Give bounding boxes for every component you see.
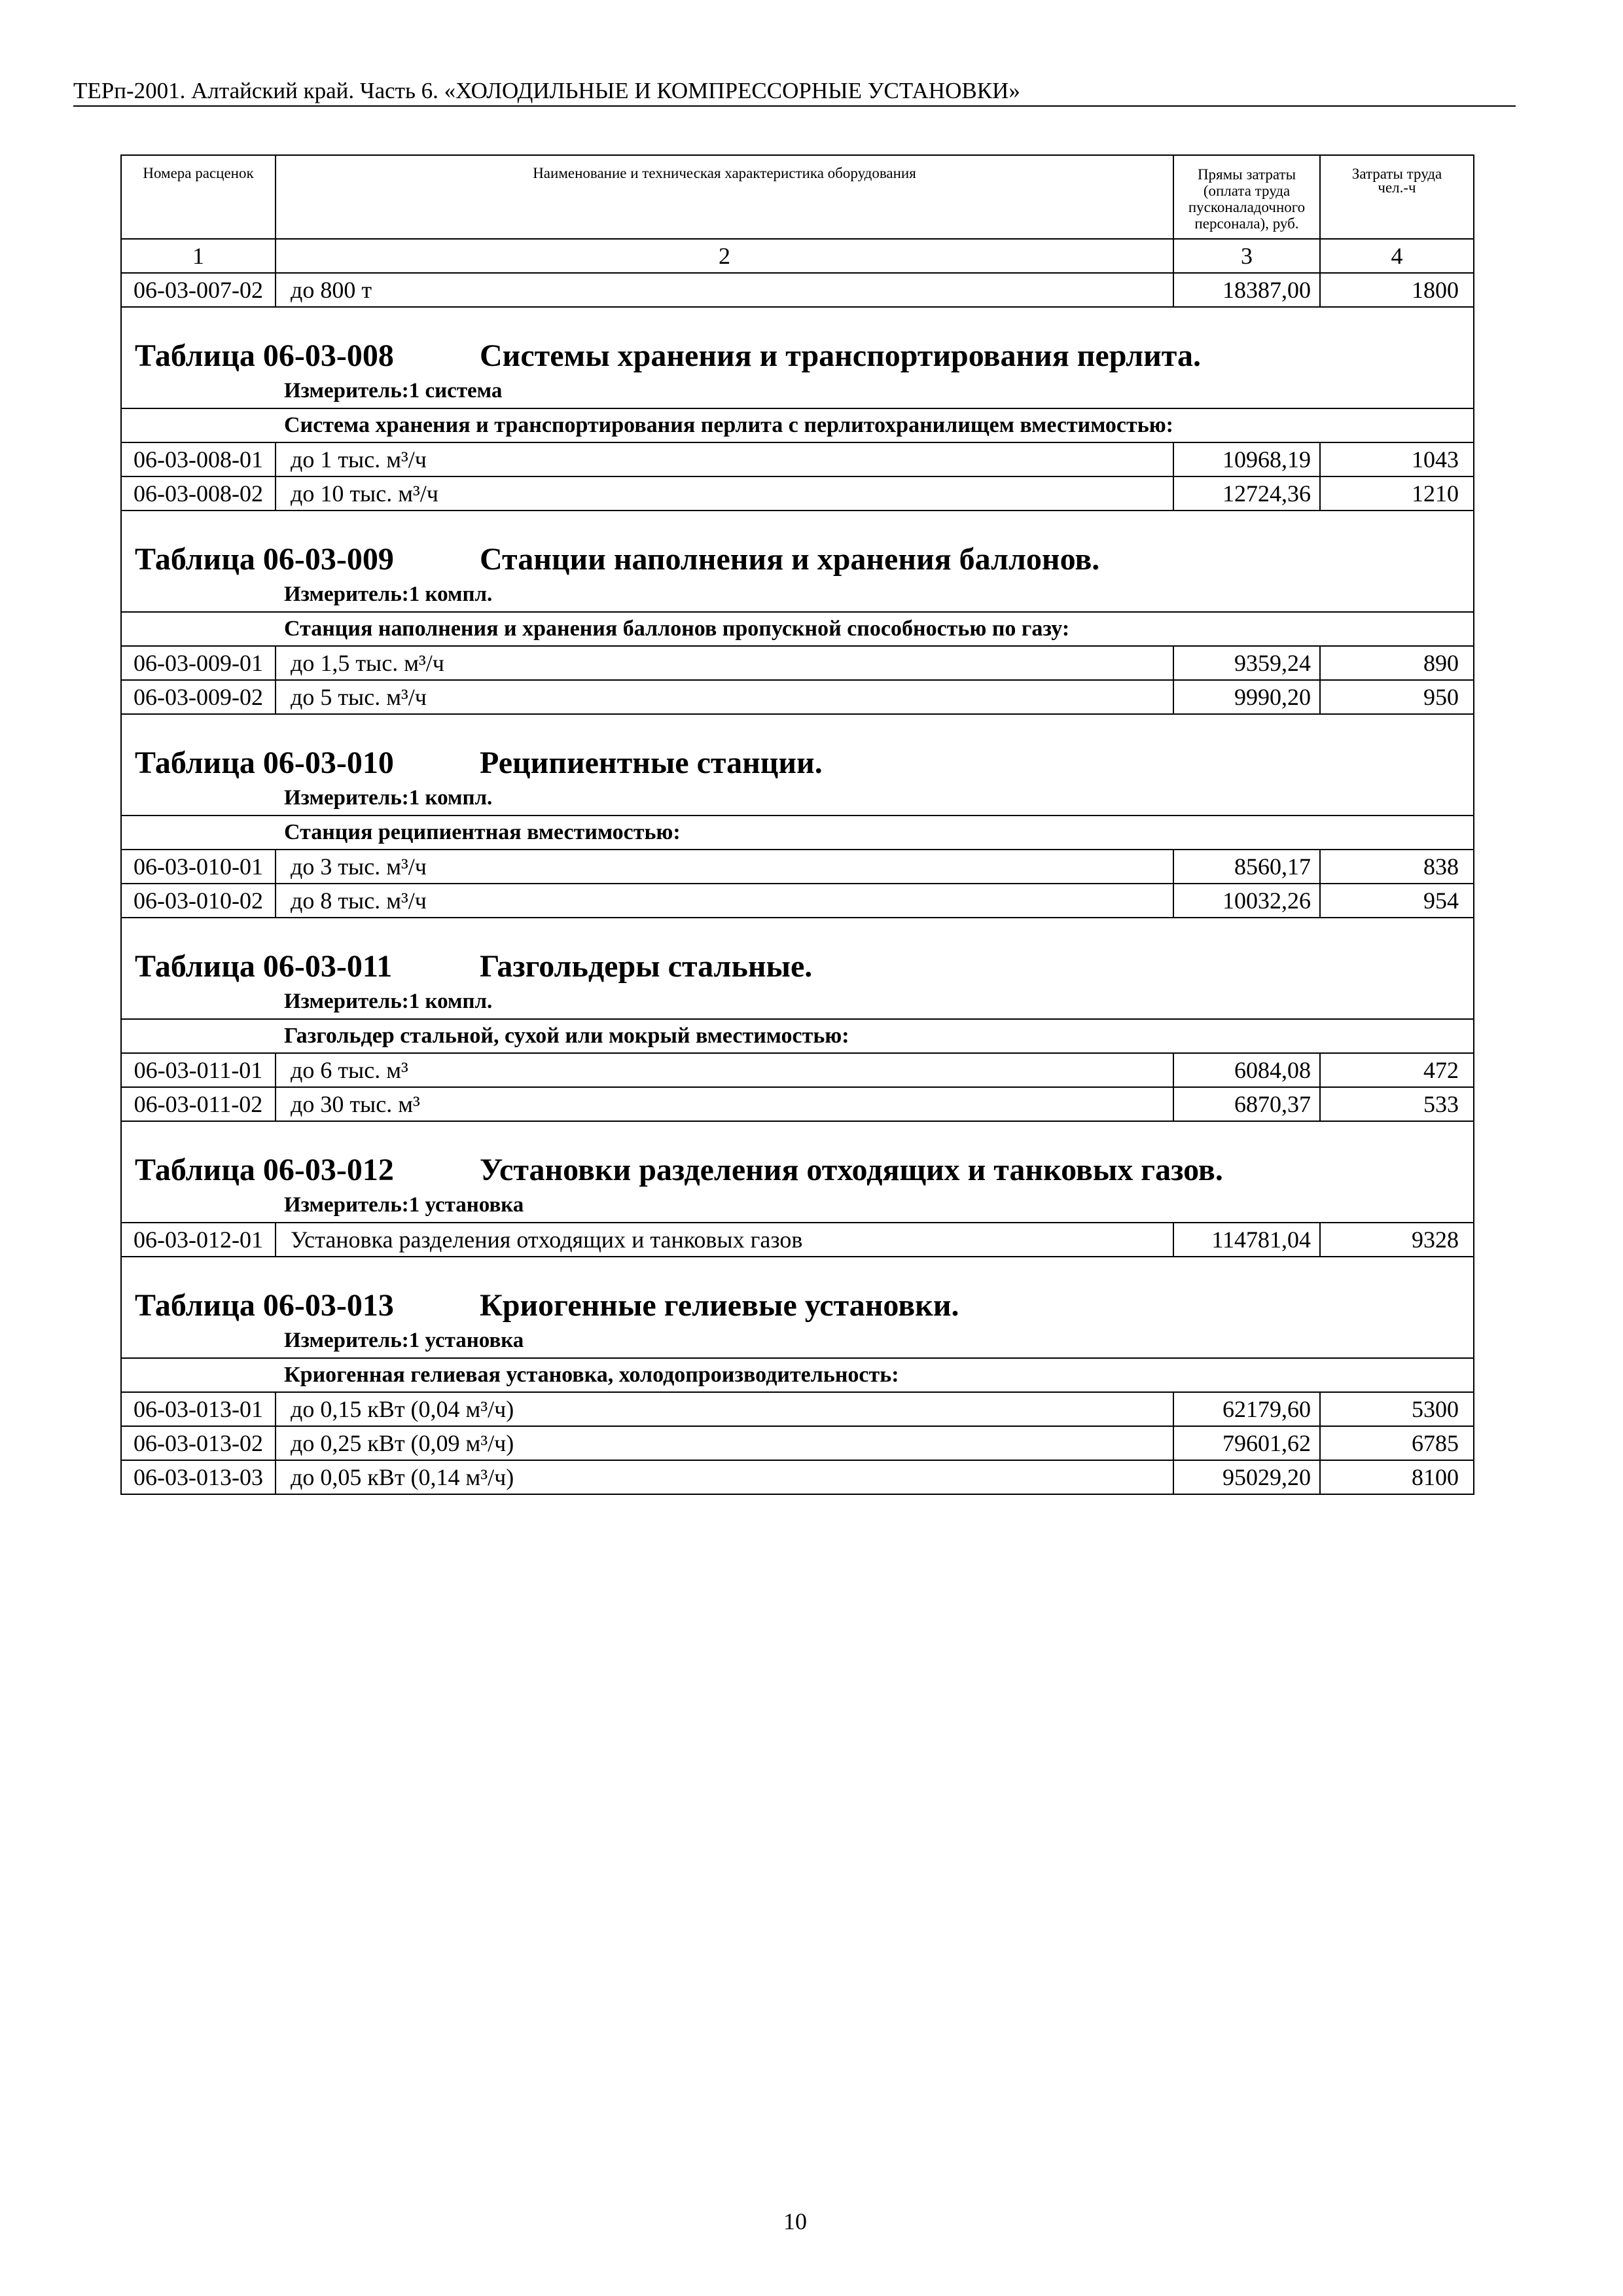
labor-cost-cell: 8100 [1319,1461,1473,1494]
direct-cost-cell: 12724,36 [1173,477,1319,510]
running-header: ТЕРп-2001. Алтайский край. Часть 6. «ХОЛОДИЛЬНЫЕ И КОМПРЕССОРНЫЕ УСТАНОВКИ» [73,78,1020,103]
table-section-header [122,308,1473,409]
rate-code-cell: 06-03-013-02 [134,1430,263,1456]
column-number: 4 [1319,240,1473,272]
rate-code-cell: 06-03-008-02 [134,480,263,507]
table-number: Таблица 06-03-011 [135,949,393,984]
measure-unit: Измеритель:1 установка [284,1329,524,1352]
labor-cost-cell: 5300 [1319,1393,1473,1426]
measure-unit: Измеритель:1 компл. [284,990,493,1013]
section-subheader: Станция наполнения и хранения баллонов пропускной способностью по газу: [122,613,1473,647]
table-title: Станции наполнения и хранения баллонов. [480,542,1100,577]
table-title: Реципиентные станции. [480,745,823,780]
rate-code-cell: 06-03-009-01 [134,650,263,676]
description-cell: до 10 тыс. м³/ч [275,477,1173,510]
table-number: Таблица 06-03-013 [135,1288,394,1323]
rate-code-cell: 06-03-007-02 [134,277,263,303]
rate-code-cell: 06-03-009-02 [134,684,263,710]
table-title: Криогенные гелиевые установки. [480,1288,959,1323]
description-cell: Установка разделения отходящих и танковых газов [275,1223,1173,1256]
description-cell: до 30 тыс. м³ [275,1088,1173,1121]
table-section-header [122,511,1473,613]
table-number: Таблица 06-03-009 [135,542,394,577]
labor-cost-cell: 1800 [1319,274,1473,306]
table-row [122,274,1473,308]
column-number: 3 [1173,240,1319,272]
rate-code-cell: 06-03-012-01 [134,1227,263,1253]
rate-code-cell: 06-03-013-03 [134,1464,263,1490]
table-number: Таблица 06-03-008 [135,338,394,373]
measure-unit: Измеритель:1 установка [284,1193,524,1217]
labor-cost-cell: 472 [1319,1054,1473,1086]
direct-cost-cell: 9359,24 [1173,647,1319,679]
description-cell: до 1 тыс. м³/ч [275,443,1173,476]
table-row [122,681,1473,715]
labor-cost-cell: 838 [1319,850,1473,883]
labor-cost-cell: 950 [1319,681,1473,713]
section-subheader: Газгольдер стальной, сухой или мокрый вместимостью: [122,1020,1473,1054]
column-number: 2 [275,240,1173,272]
table-number: Таблица 06-03-012 [135,1153,394,1187]
labor-cost-cell: 6785 [1319,1427,1473,1460]
table-row [122,1427,1473,1461]
labor-cost-cell: 9328 [1319,1223,1473,1256]
rate-code-cell: 06-03-011-02 [134,1091,263,1117]
column-header-rate-numbers: Номера расценок [143,165,254,181]
table-row [122,850,1473,884]
rates-table [120,154,1474,1495]
description-cell: до 0,05 кВт (0,14 м³/ч) [275,1461,1173,1494]
labor-cost-cell: 1043 [1319,443,1473,476]
rate-code-cell: 06-03-013-01 [134,1396,263,1422]
table-section-header [122,918,1473,1020]
table-section-header [122,715,1473,816]
table-row [122,1088,1473,1122]
table-row [122,647,1473,681]
table-row [122,477,1473,511]
column-header-direct-cost: Прямы затраты (оплата труда пусконаладочного персонала), руб. [1173,156,1319,238]
labor-cost-cell: 533 [1319,1088,1473,1121]
direct-cost-cell: 79601,62 [1173,1427,1319,1460]
direct-cost-cell: 114781,04 [1173,1223,1319,1256]
description-cell: до 0,25 кВт (0,09 м³/ч) [275,1427,1173,1460]
table-title: Установки разделения отходящих и танковых газов. [480,1153,1223,1187]
description-cell: до 800 т [275,274,1173,306]
direct-cost-cell: 8560,17 [1173,850,1319,883]
measure-unit: Измеритель:1 система [284,379,503,403]
section-subheader: Станция реципиентная вместимостью: [122,816,1473,850]
page-number: 10 [783,2208,807,2234]
table-number: Таблица 06-03-010 [135,745,394,780]
column-header-labor: Затраты труда чел.-ч [1319,156,1473,238]
measure-unit: Измеритель:1 компл. [284,583,493,606]
rate-code-cell: 06-03-008-01 [134,446,263,473]
rate-code-cell: 06-03-011-01 [134,1057,263,1083]
section-subheader: Система хранения и транспортирования перлита с перлитохранилищем вместимостью: [122,409,1473,443]
table-row [122,884,1473,918]
description-cell: до 8 тыс. м³/ч [275,884,1173,917]
column-number: 1 [192,243,204,269]
table-row [122,1054,1473,1088]
direct-cost-cell: 10968,19 [1173,443,1319,476]
table-row [122,1223,1473,1257]
measure-unit: Измеритель:1 компл. [284,786,493,810]
table-section-header [122,1122,1473,1223]
description-cell: до 0,15 кВт (0,04 м³/ч) [275,1393,1173,1426]
labor-cost-cell: 890 [1319,647,1473,679]
rate-code-cell: 06-03-010-01 [134,853,263,880]
section-subheader: Криогенная гелиевая установка, холодопроизводительность: [122,1359,1473,1393]
direct-cost-cell: 18387,00 [1173,274,1319,306]
table-section-header [122,1257,1473,1359]
column-header-description: Наименование и техническая характеристика оборудования [275,156,1173,238]
description-cell: до 5 тыс. м³/ч [275,681,1173,713]
rate-code-cell: 06-03-010-02 [134,888,263,914]
direct-cost-cell: 6084,08 [1173,1054,1319,1086]
description-cell: до 3 тыс. м³/ч [275,850,1173,883]
table-row [122,1461,1473,1495]
labor-cost-cell: 1210 [1319,477,1473,510]
direct-cost-cell: 9990,20 [1173,681,1319,713]
direct-cost-cell: 10032,26 [1173,884,1319,917]
direct-cost-cell: 62179,60 [1173,1393,1319,1426]
labor-cost-cell: 954 [1319,884,1473,917]
table-row [122,1393,1473,1427]
header-rule [73,105,1516,107]
direct-cost-cell: 6870,37 [1173,1088,1319,1121]
description-cell: до 6 тыс. м³ [275,1054,1173,1086]
direct-cost-cell: 95029,20 [1173,1461,1319,1494]
column-number-row [122,240,1473,274]
table-title: Газгольдеры стальные. [480,949,813,984]
table-title: Системы хранения и транспортирования перлита. [480,338,1201,373]
table-header-row [122,156,1473,240]
table-row [122,443,1473,477]
description-cell: до 1,5 тыс. м³/ч [275,647,1173,679]
